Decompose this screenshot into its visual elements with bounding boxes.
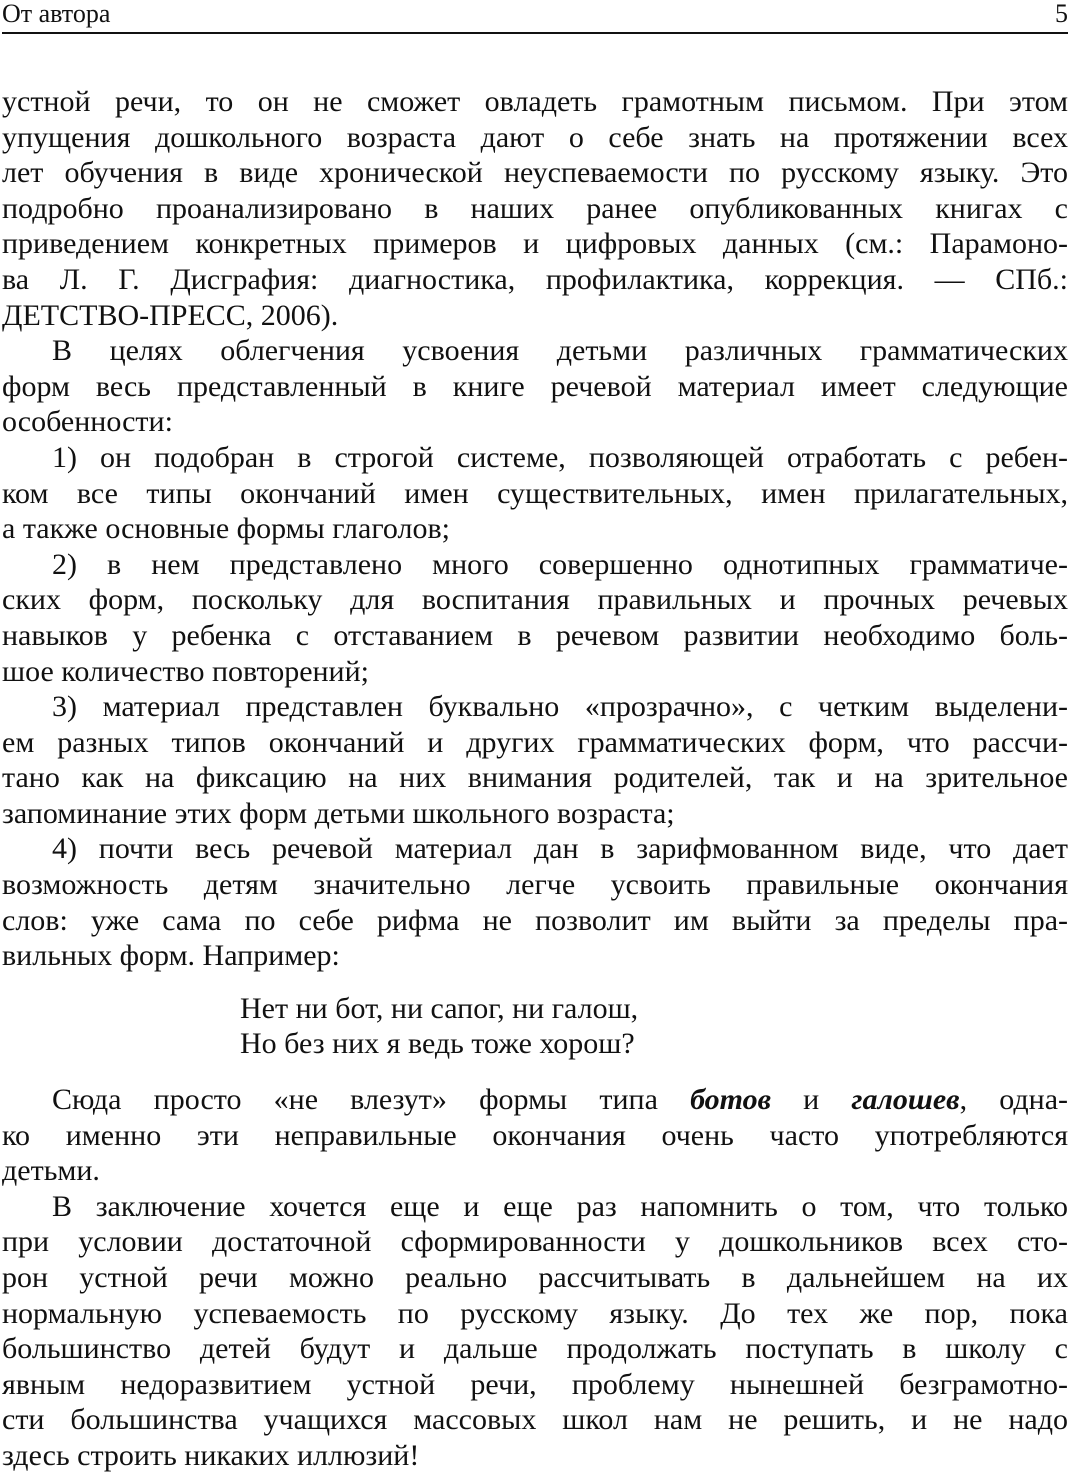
paragraph-continuation [2,84,1068,333]
text-fragment: Сюда просто «не влезут» формы типа [52,1083,691,1117]
text-line: навыков у ребенка с отставанием в речевом развитии необходимо боль- [2,618,1068,652]
text-line: ских форм, поскольку для воспитания правильных и прочных речевых [2,583,1068,617]
body-text [2,84,1068,1474]
list-item-3 [2,689,1068,831]
paragraph-intro-features [2,333,1068,440]
text-line: тано как на фиксацию на них внимания родителей, так и на зрительное [2,761,1068,795]
text-line: здесь строить никаких иллюзий! [2,1438,420,1472]
text-line: лет обучения в виде хронической неуспеваемости по русскому языку. Это [2,156,1068,190]
text-fragment: и [771,1083,852,1117]
text-line: В целях облегчения усвоения детьми различных грамматических [52,334,1068,368]
text-line: 2) в нем представлено много совершенно однотипных грамматиче- [52,547,1068,581]
word-ending: в [757,1083,771,1117]
text-line: возможность детям значительно легче усвоить правильные окончания [2,868,1068,902]
text-line: 3) материал представлен буквально «прозрачно», с четким выделени- [52,690,1068,724]
text-fragment: , одна- [959,1083,1068,1117]
text-line: нормальную успеваемость по русскому языку. До тех же пор, пока [2,1296,1068,1330]
emphasized-word [851,1083,959,1116]
running-head-title: От автора [2,0,111,28]
text-line: 1) он подобран в строгой системе, позволяющей отработать с ребен- [52,440,1068,474]
word-ending: в [946,1083,960,1117]
text-line: В заключение хочется еще и еще раз напомнить о том, что только [52,1189,1068,1223]
text-line: особенности: [2,405,173,439]
page-header [2,0,1068,34]
word-stem: бото [690,1083,758,1117]
list-item-1 [2,440,1068,547]
verse-line: Нет ни бот, ни сапог, ни галош, [240,991,639,1025]
text-line: рон устной речи можно реально рассчитывать в дальнейшем на их [2,1261,1068,1294]
text-line: большинство детей будут и дальше продолжать поступать в школу с [2,1332,1068,1366]
text-line: а также основные формы глаголов; [2,512,450,546]
verse-quote [2,991,1068,1062]
text-line: вильных форм. Например: [2,939,340,973]
text-line [2,1082,1068,1118]
text-line: ва Л. Г. Дисграфия: диагностика, профилактика, коррекция. — СПб.: [2,262,1068,296]
text-line: ко именно эти неправильные окончания очень часто употребляются [2,1118,1068,1152]
text-line: ем разных типов окончаний и других грамматических форм, что рассчи- [2,725,1068,759]
text-line: приведением конкретных примеров и цифровых данных (см.: Парамоно- [2,227,1068,261]
word-stem: галоше [851,1083,947,1117]
text-line: ДЕТСТВО-ПРЕСС, 2006). [2,298,339,332]
list-item-4 [2,831,1068,973]
text-line: подробно проанализировано в наших ранее опубликованных книгах с [2,191,1068,225]
text-line: при условии достаточной сформированности у дошкольников всех сто- [2,1225,1068,1259]
verse-line: Но без них я ведь тоже хорош? [240,1027,635,1061]
page-number: 5 [1055,0,1068,28]
text-line: сти большинства учащихся массовых школ нам не решить, и не надо [2,1403,1068,1437]
text-line: ком все типы окончаний имен существительных, имен прилагательных, [2,476,1068,510]
paragraph-after-verse [2,1082,1068,1189]
text-line: шое количество повторений; [2,654,370,688]
text-line: 4) почти весь речевой материал дан в зарифмованном виде, что дает [52,832,1068,866]
text-line: явным недоразвитием устной речи, проблему нынешней безграмотно- [2,1367,1068,1401]
paragraph-conclusion [2,1189,1068,1474]
text-line: слов: уже сама по себе рифма не позволит им выйти за пределы пра- [2,903,1068,937]
text-line: запоминание этих форм детьми школьного возраста; [2,796,675,830]
text-line: упущения дошкольного возраста дают о себе знать на протяжении всех [2,120,1068,154]
emphasized-word [690,1083,771,1116]
text-line: детьми. [2,1154,100,1188]
text-line: устной речи, то он не сможет овладеть грамотным письмом. При этом [2,85,1068,118]
text-line: форм весь представленный в книге речевой материал имеет следующие [2,369,1068,403]
list-item-2 [2,547,1068,689]
